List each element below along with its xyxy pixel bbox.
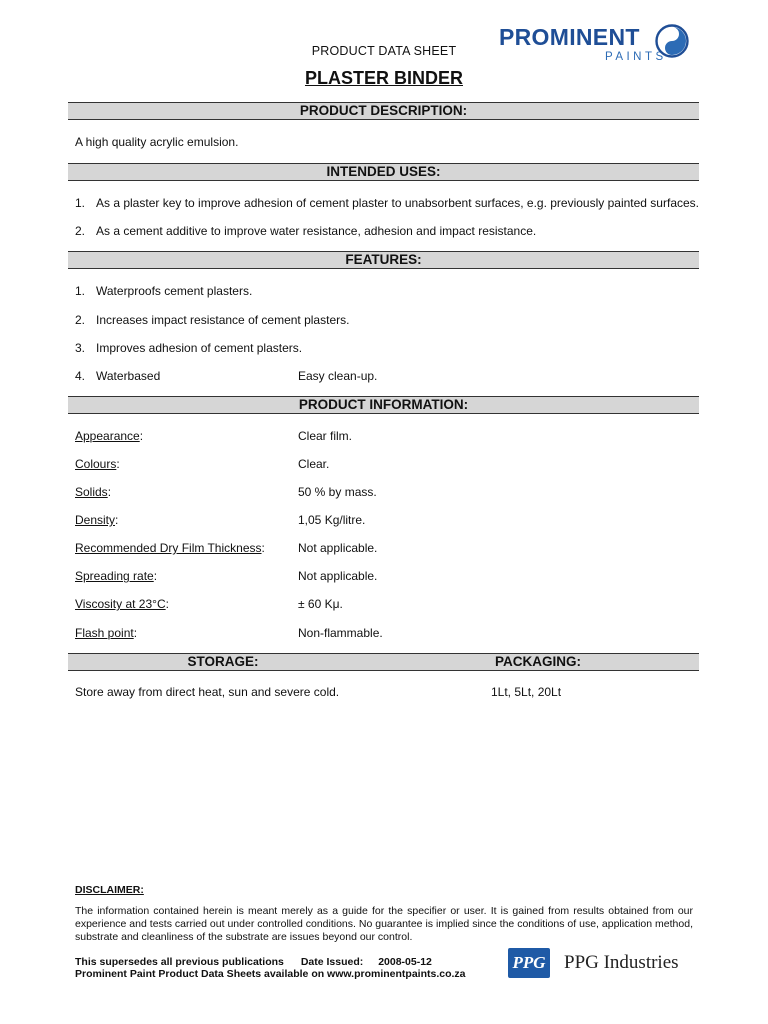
info-label: Recommended Dry Film Thickness: [75,541,265,555]
list-item: As a plaster key to improve adhesion of cement plaster to unabsorbent surfaces, e.g. previously painted surfaces. [96,196,699,210]
list-item: Waterproofs cement plasters. [96,284,253,298]
prominent-swirl-icon [655,24,689,58]
info-label: Colours: [75,457,120,471]
logo-sub: PAINTS [605,51,667,63]
info-label-text: Spreading rate [75,569,154,583]
info-label-text: Flash point [75,626,134,640]
footer-website-line: Prominent Paint Product Data Sheets available on www.prominentpaints.co.za [75,968,466,980]
section-heading: PRODUCT INFORMATION: [298,397,469,412]
document-subtitle: PRODUCT DATA SHEET [311,44,457,58]
section-bar-features [68,251,699,269]
list-item: Improves adhesion of cement plasters. [96,341,303,355]
packaging-text: 1Lt, 5Lt, 20Lt [491,685,562,699]
packaging-heading: PACKAGING: [495,654,581,669]
product-title: PLASTER BINDER [304,68,463,88]
logo-name: PROMINENT [499,24,640,50]
info-value: Non-flammable. [298,626,383,640]
info-value: 50 % by mass. [298,485,377,499]
prominent-logo [497,22,697,68]
ppg-logo [508,948,698,982]
list-item: As a cement additive to improve water resistance, adhesion and impact resistance. [96,224,537,238]
list-number: 1. [75,284,86,298]
date-issued: 2008-05-12 [378,956,432,968]
section-heading: INTENDED USES: [326,164,441,179]
info-label-text: Solids [75,485,108,499]
info-value: Not applicable. [298,541,378,555]
info-label: Solids: [75,485,112,499]
info-value: ± 60 Kμ. [298,597,343,611]
storage-heading: STORAGE: [187,654,259,669]
list-number: 3. [75,341,86,355]
description-text: A high quality acrylic emulsion. [75,135,239,149]
list-number: 4. [75,369,86,383]
section-heading: PRODUCT DESCRIPTION: [299,103,468,118]
info-label: Appearance: [75,429,144,443]
section-bar-uses [68,163,699,181]
disclaimer-heading: DISCLAIMER: [75,884,144,896]
list-number: 1. [75,196,86,210]
info-label-text: Appearance [75,429,140,443]
info-label: Density: [75,513,119,527]
info-value: Clear film. [298,429,353,443]
info-label: Flash point: [75,626,138,640]
list-number: 2. [75,224,86,238]
info-value: 1,05 Kg/litre. [298,513,366,527]
section-heading: FEATURES: [345,252,422,267]
section-bar-description [68,102,699,120]
list-item-extra: Easy clean-up. [298,369,378,383]
info-value: Not applicable. [298,569,378,583]
info-label-text: Viscosity at 23°C [75,597,166,611]
ppg-name: PPG Industries [564,952,679,973]
ppg-mark-icon: PPG [508,948,550,978]
list-item: Waterbased [96,369,161,383]
info-value: Clear. [298,457,330,471]
date-label: Date Issued: [300,956,364,968]
list-number: 2. [75,313,86,327]
section-bar-storage-packaging [68,653,699,671]
info-label-text: Colours [75,457,117,471]
list-item: Increases impact resistance of cement plasters. [96,313,350,327]
supersedes-text: This supersedes all previous publications [75,956,284,968]
footer-supersedes-line [75,956,432,968]
info-label-text: Recommended Dry Film Thickness [75,541,262,555]
info-label-text: Density [75,513,116,527]
section-bar-info [68,396,699,414]
disclaimer-text: The information contained herein is meant merely as a guide for the specifier or user. It is gained from results obtained from our experience and tests carried out under controlled conditions. No guarantee is implied since the conditions of use, application method, substrate and cleanliness of the substrate are issues beyond our control. [75,905,693,943]
info-label: Viscosity at 23°C: [75,597,169,611]
storage-text: Store away from direct heat, sun and severe cold. [75,685,340,699]
info-label: Spreading rate: [75,569,158,583]
